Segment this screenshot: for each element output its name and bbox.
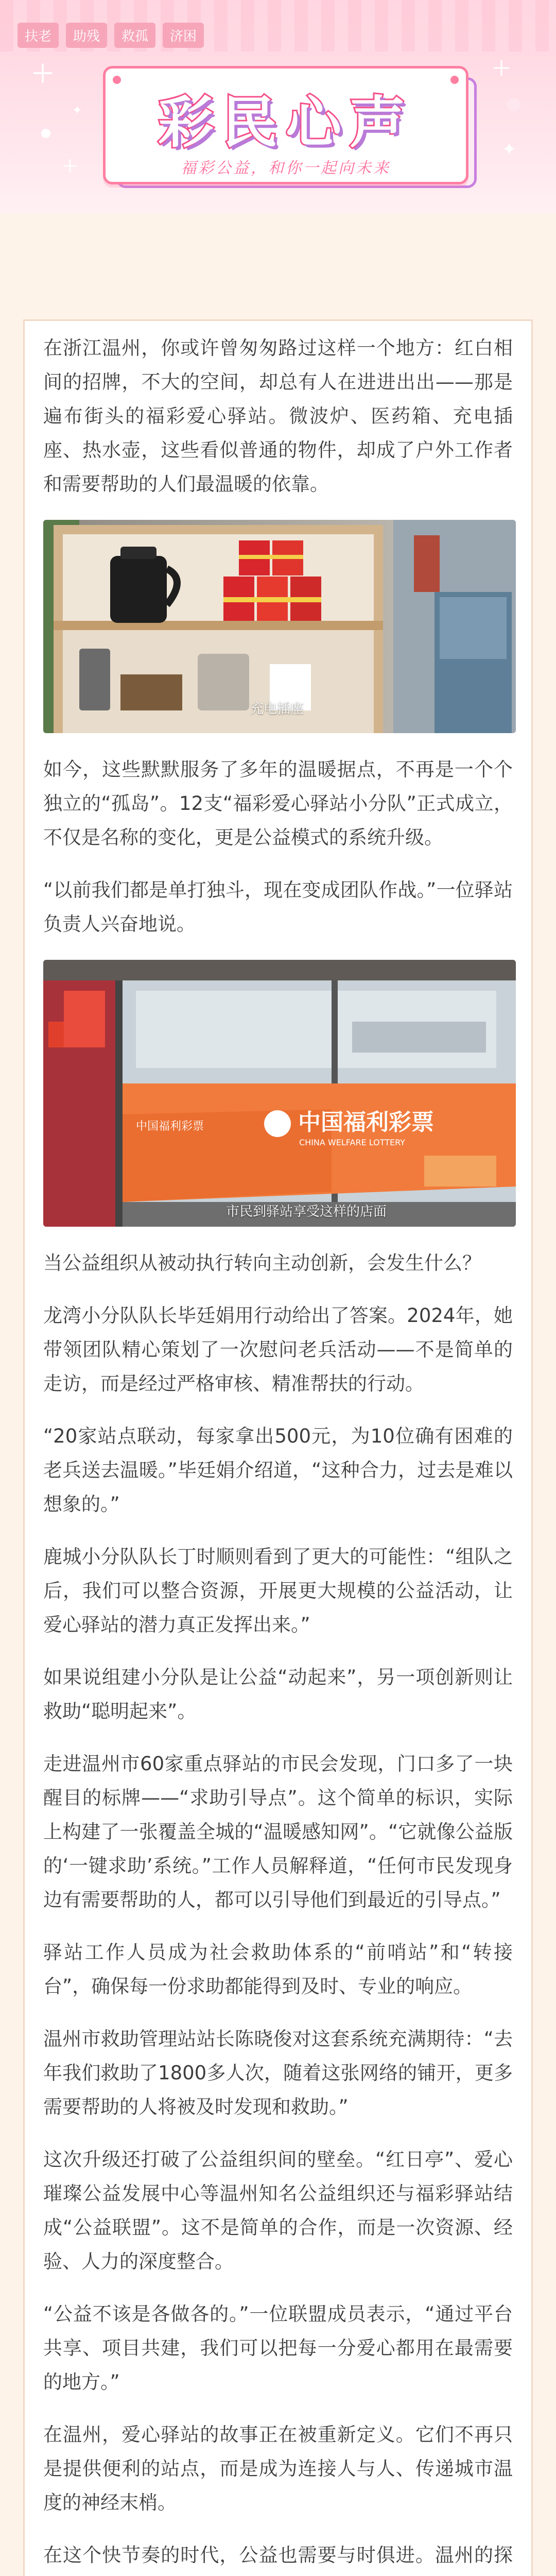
photo-station-shelf xyxy=(43,520,516,733)
svg-text:中国福利彩票: 中国福利彩票 xyxy=(298,1109,434,1136)
article-paragraph: 这次升级还打破了公益组织间的壁垒。“红日亭”、爱心璀璨公益发展中心等温州知名公益组织还与福彩驿站结成“公益联盟”。这不是简单的合作，而是一次资源、经验、人力的深度整合。 xyxy=(43,2148,513,2273)
svg-text:CHINA WELFARE LOTTERY: CHINA WELFARE LOTTERY xyxy=(299,1138,405,1147)
article-paragraph: “公益不该是各做各的。”一位联盟成员表示，“通过平台共享、项目共建，我们可以把每一分爱心都用在最需要的地方。” xyxy=(43,2303,513,2393)
sparkle-icon: ✦ xyxy=(502,139,517,160)
article-paragraph: 在这个快节奏的时代，公益也需要与时俱进。温州的探 xyxy=(43,2544,513,2566)
dot-decoration xyxy=(507,98,520,111)
article-paragraph: 驿站工作人员成为社会救助体系的“前哨站”和“转接台”，确保每一份求助都能得到及时、专业的响应。 xyxy=(43,1941,513,1997)
svg-text:中国福利彩票: 中国福利彩票 xyxy=(136,1120,204,1133)
article-paragraph: 在温州，爱心驿站的故事正在被重新定义。它们不再只是提供便利的站点，而是成为连接人与人、传递城市温度的神经末梢。 xyxy=(43,2424,513,2514)
photo-lottery-storefront-image xyxy=(43,960,516,1227)
plus-decoration: ＋ xyxy=(62,157,79,176)
article-paragraph: 走进温州市60家重点驿站的市民会发现，门口多了一块醒目的标牌——“求助引导点”。这个简单的标识，实际上构建了一张覆盖全城的“温暖感知网”。“它就像公益版的‘一键求助’系统。”工作人员解释道，“任何市民发现身边有需要帮助的人，都可以引导他们到最近的引导点。” xyxy=(43,1753,513,1911)
article-paragraph: 如今，这些默默服务了多年的温暖据点，不再是一个个独立的“孤岛”。12支“福彩爱心驿站小分队”正式成立，不仅是名称的变化，更是公益模式的系统升级。 xyxy=(43,758,513,849)
tag-jikun: 济困 xyxy=(163,23,204,48)
article-content xyxy=(23,319,533,2576)
tag-jiugu: 救孤 xyxy=(114,23,155,48)
article-paragraph: 在浙江温州，你或许曾匆匆路过这样一个地方：红白相间的招牌，不大的空间，却总有人在进进出出——那是遍布街头的福彩爱心驿站。微波炉、医药箱、充电插座、热水壶，这些看似普通的物件，却成了户外工作者和需要帮助的人们最温暖的依靠。 xyxy=(43,337,513,495)
sparkle-icon: ✦ xyxy=(72,103,83,117)
tag-zhucan: 助残 xyxy=(66,23,107,48)
photo-lottery-storefront xyxy=(43,960,516,1227)
article-paragraph: 当公益组织从被动执行转向主动创新，会发生什么？ xyxy=(43,1252,481,1274)
article-paragraph: 鹿城小分队队长丁时顺则看到了更大的可能性：“组队之后，我们可以整合资源，开展更大规模的公益活动，让爱心驿站的潜力真正发挥出来。” xyxy=(43,1546,513,1636)
dot-decoration xyxy=(41,129,50,138)
header-tags xyxy=(18,23,204,48)
plus-decoration: ＋ xyxy=(492,57,512,80)
page-subtitle: 福彩公益，和你一起向未来 xyxy=(181,159,391,177)
article-paragraph: “以前我们都是单打独斗，现在变成团队作战。”一位驿站负责人兴奋地说。 xyxy=(43,879,513,935)
photo-caption: 充电插座 xyxy=(250,701,304,717)
article-paragraph: 温州市救助管理站站长陈晓俊对这套系统充满期待：“去年我们救助了1800多人次，随着这张网络的铺开，更多需要帮助的人将被及时发现和救助。” xyxy=(43,2028,513,2118)
article-paragraph: 龙湾小分队队长毕廷娟用行动给出了答案。2024年，她带领团队精心策划了一次慰问老兵活动——不是简单的走访，而是经过严格审核、精准帮扶的行动。 xyxy=(43,1304,513,1395)
page-title: 彩民心声 xyxy=(158,90,413,155)
article-paragraph: 如果说组建小分队是让公益“动起来”，另一项创新则让救助“聪明起来”。 xyxy=(43,1666,513,1722)
photo-caption: 市民到驿站享受这样的店面 xyxy=(226,1204,387,1219)
plus-decoration: ＋ xyxy=(31,60,55,88)
tag-fulao: 扶老 xyxy=(18,23,59,48)
article-paragraph: “20家站点联动，每家拿出500元，为10位确有困难的老兵送去温暖。”毕廷娟介绍道，“这种合力，过去是难以想象的。” xyxy=(43,1425,513,1515)
title-card xyxy=(103,66,468,184)
header-banner xyxy=(0,0,556,214)
